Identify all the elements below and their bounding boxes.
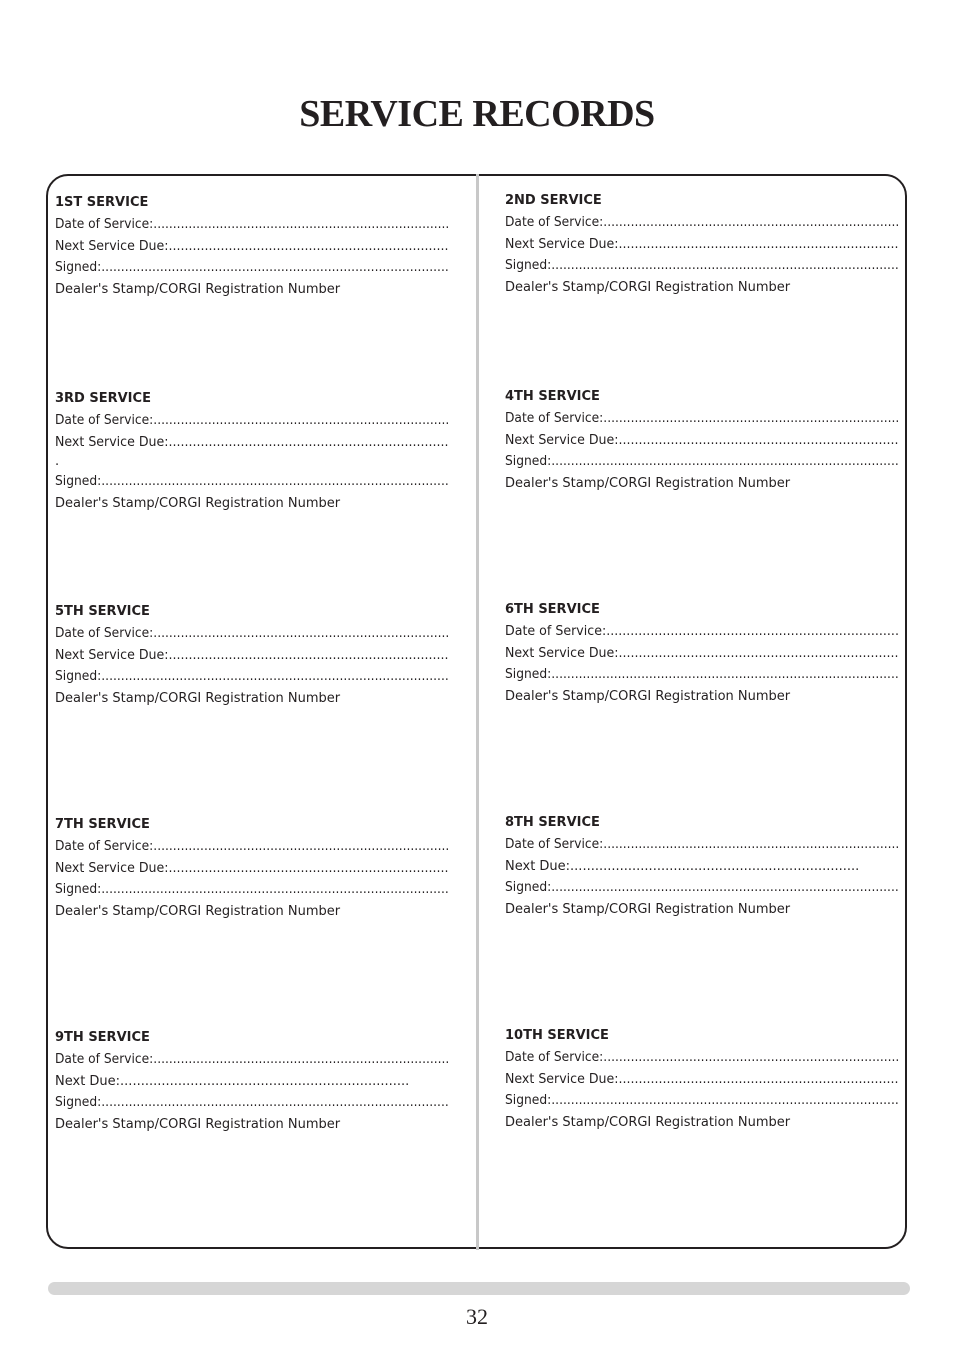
service-record-1 xyxy=(55,192,473,301)
service-record-4 xyxy=(505,386,923,495)
service-record-5 xyxy=(55,601,473,710)
dealer-stamp-label: Dealer's Stamp/CORGI Registration Number xyxy=(505,476,791,492)
signed-field[interactable]: Signed:......................................................................................... xyxy=(55,882,449,898)
service-record-7 xyxy=(55,814,473,923)
next-service-due-field[interactable]: Next Service Due:...................................................................... xyxy=(55,238,449,254)
service-heading: 8TH SERVICE xyxy=(505,815,600,830)
next-service-due-field[interactable]: Next Service Due:...................................................................... xyxy=(55,647,449,663)
date-of-service-field[interactable]: Date of Service:............................................................................ xyxy=(505,214,900,230)
dealer-stamp-label: Dealer's Stamp/CORGI Registration Number xyxy=(55,496,341,512)
next-service-due-field[interactable]: Next Service Due:...................................................................... xyxy=(55,434,449,450)
next-service-due-field[interactable]: Next Service Due:...................................................................... xyxy=(505,1071,899,1087)
service-record-2 xyxy=(505,190,923,299)
dealer-stamp-label: Dealer's Stamp/CORGI Registration Number xyxy=(55,904,341,920)
service-record-3 xyxy=(55,388,473,515)
dealer-stamp-label: Dealer's Stamp/CORGI Registration Number xyxy=(505,280,791,296)
page-title: SERVICE RECORDS xyxy=(299,93,655,135)
service-heading: 5TH SERVICE xyxy=(55,604,150,619)
date-of-service-field[interactable]: Date of Service:............................................................................ xyxy=(505,836,900,852)
signed-field[interactable]: Signed:......................................................................................... xyxy=(55,474,449,490)
dealer-stamp-label: Dealer's Stamp/CORGI Registration Number xyxy=(505,1115,791,1131)
date-of-service-field[interactable]: Date of Service:............................................................................ xyxy=(55,838,450,854)
service-heading: 3RD SERVICE xyxy=(55,391,151,406)
dealer-stamp-label: Dealer's Stamp/CORGI Registration Number xyxy=(55,1117,341,1133)
signed-field[interactable]: Signed:......................................................................................... xyxy=(505,667,899,683)
service-heading: 4TH SERVICE xyxy=(505,389,600,404)
dealer-stamp-label: Dealer's Stamp/CORGI Registration Number xyxy=(505,902,791,918)
signed-field[interactable]: Signed:......................................................................................... xyxy=(505,454,899,470)
date-of-service-field[interactable]: Date of Service:............................................................................ xyxy=(55,216,450,232)
column-divider xyxy=(476,174,479,1250)
signed-field[interactable]: Signed:......................................................................................... xyxy=(505,880,899,896)
date-of-service-field[interactable]: Date of Service:............................................................................ xyxy=(505,1049,900,1065)
next-service-due-field[interactable]: Next Service Due:...................................................................... xyxy=(505,645,899,661)
service-heading: 9TH SERVICE xyxy=(55,1030,150,1045)
dealer-stamp-label: Dealer's Stamp/CORGI Registration Number xyxy=(55,282,341,298)
signed-field[interactable]: Signed:......................................................................................... xyxy=(505,1093,899,1109)
service-heading: 2ND SERVICE xyxy=(505,193,602,208)
service-heading: 6TH SERVICE xyxy=(505,602,600,617)
footer-bar xyxy=(48,1282,910,1295)
service-record-10 xyxy=(505,1025,923,1134)
next-service-due-field[interactable]: Next Service Due:...................................................................... xyxy=(505,432,899,448)
service-record-8 xyxy=(505,812,923,921)
date-of-service-field[interactable]: Date of Service:......................................................................... xyxy=(505,623,899,639)
date-of-service-field[interactable]: Date of Service:............................................................................ xyxy=(55,625,450,641)
signed-field[interactable]: Signed:......................................................................................... xyxy=(55,669,449,685)
signed-field[interactable]: Signed:......................................................................................... xyxy=(505,258,899,274)
date-of-service-field[interactable]: Date of Service:............................................................................ xyxy=(55,1051,450,1067)
service-heading: 7TH SERVICE xyxy=(55,817,150,832)
service-record-6 xyxy=(505,599,922,708)
next-due-field[interactable]: Next Due:...................................................................... xyxy=(55,1073,410,1089)
next-service-due-field[interactable]: Next Service Due:...................................................................... xyxy=(55,860,449,876)
service-heading: 1ST SERVICE xyxy=(55,195,149,210)
stray-dot: . xyxy=(55,454,60,470)
service-heading: 10TH SERVICE xyxy=(505,1028,609,1043)
dealer-stamp-label: Dealer's Stamp/CORGI Registration Number xyxy=(505,689,791,705)
signed-field[interactable]: Signed:......................................................................................... xyxy=(55,1095,449,1111)
next-due-field[interactable]: Next Due:...................................................................... xyxy=(505,858,860,874)
page-number: 32 xyxy=(466,1304,488,1329)
date-of-service-field[interactable]: Date of Service:............................................................................ xyxy=(55,412,450,428)
next-service-due-field[interactable]: Next Service Due:...................................................................... xyxy=(505,236,899,252)
date-of-service-field[interactable]: Date of Service:............................................................................ xyxy=(505,410,900,426)
signed-field[interactable]: Signed:......................................................................................... xyxy=(55,260,449,276)
service-record-9 xyxy=(55,1027,473,1136)
dealer-stamp-label: Dealer's Stamp/CORGI Registration Number xyxy=(55,691,341,707)
